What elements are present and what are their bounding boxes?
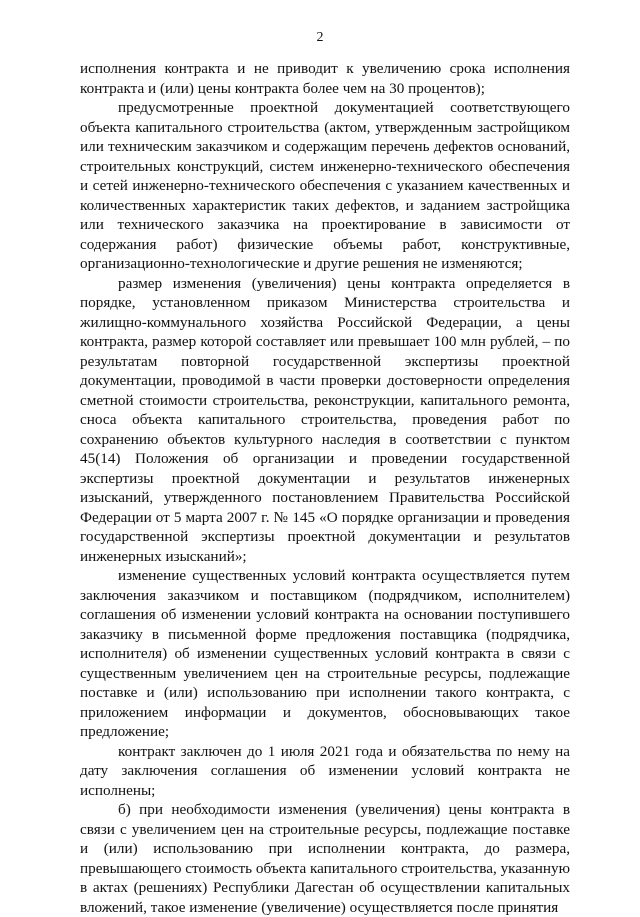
paragraph-continuation: исполнения контракта и не приводит к увеличению срока исполнения контракта и (или) цены контракта более чем на 30 процентов); [80,60,570,97]
paragraph-design-documentation: предусмотренные проектной документацией соответствующего объекта капитального строительства (актом, утвержденным застройщиком или техническим заказчиком и содержащим перечень дефектов оснований, строительных конструкций, систем инженерно-технического обеспечения и сетей инженерно-технического обеспечения с указанием качественных и количественных характеристик таких дефектов, и заданием застройщика или технического заказчика на проектирование в зависимости от содержания работ) физические объемы работ, конструктивные, организационно-технологические и другие решения не изменяются; [80,99,570,272]
page-number: 2 [316,30,324,45]
paragraph-price-change-size: размер изменения (увеличения) цены контракта определяется в порядке, установленном приказом Министерства строительства и жилищно-коммунального хозяйства Российской Федерации, а цены контракта, размер которой составляет или превышает 100 млн рублей, – по результатам повторной государственной экспертизы проектной документации, проводимой в части проверки достоверности определения сметной стоимости строительства, реконструкции, капитального ремонта, сноса объекта капитального строительства, проведения работ по сохранению объектов культурного наследия в соответствии с пунктом 45(14) Положения об организации и проведении государственной экспертизы проектной документации и результатов инженерных изысканий, утвержденного постановлением Правительства Российской Федерации от 5 марта 2007 г. № 145 «О порядке организации и проведения государственной экспертизы проектной документации и результатов инженерных изысканий»; [80,274,570,565]
paragraph-contract-date: контракт заключен до 1 июля 2021 года и обязательства по нему на дату заключения соглашения об изменении условий контракта не исполнены; [80,742,570,799]
paragraph-item-b: б) при необходимости изменения (увеличения) цены контракта в связи с увеличением цен на строительные ресурсы, подлежащие поставке и (или) использованию при исполнении контракта, до размера, превышающего стоимость объекта капитального строительства, указанную в актах (решениях) Республики Дагестан об осуществлении капитальных вложений, такое изменение (увеличение) осуществляется после принятия [80,801,570,916]
paragraph-agreement-conclusion: изменение существенных условий контракта осуществляется путем заключения заказчиком и поставщиком (подрядчиком, исполнителем) соглашения об изменении условий контракта на основании поступившего заказчику в письменной форме предложения поставщика (подрядчика, исполнителя) об изменении существенных условий контракта в связи с существенным увеличением цен на строительные ресурсы, подлежащие поставке и (или) использованию при исполнении такого контракта, с приложением информации и документов, обосновывающих такое предложение; [80,567,570,740]
body-text [80,59,570,917]
